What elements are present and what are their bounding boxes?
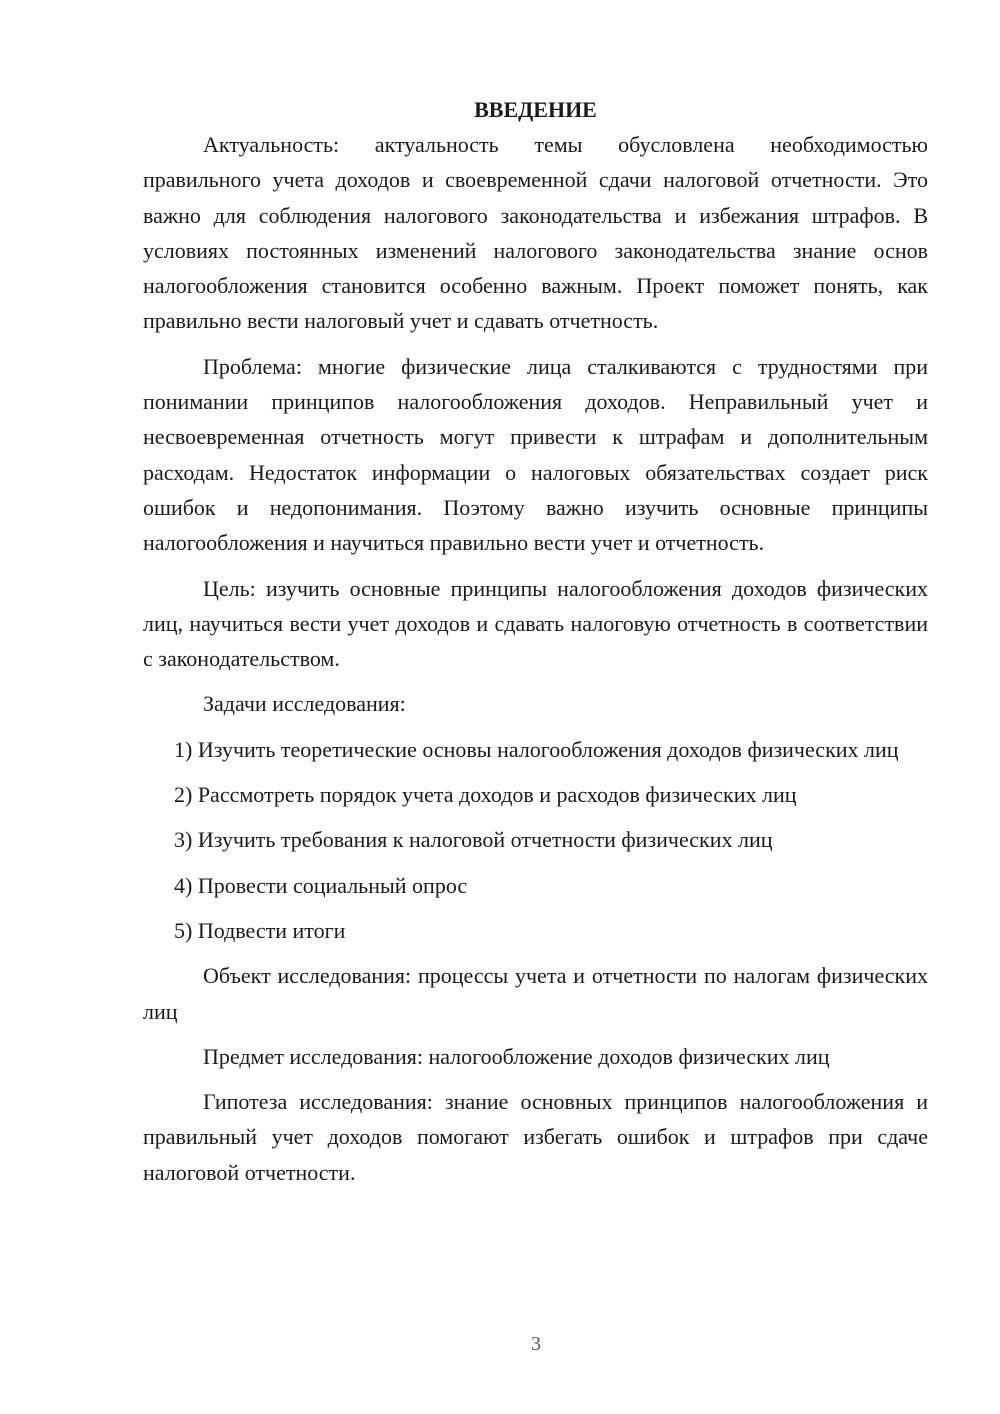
task-item-1: 1) Изучить теоретические основы налогообложения доходов физических лиц <box>174 736 899 762</box>
task-item-5: 5) Подвести итоги <box>174 917 346 943</box>
document-page <box>143 92 928 1200</box>
paragraph-goal: Цель: изучить основные принципы налогообложения доходов физических лиц, научиться вести учет доходов и сдавать налоговую отчетность в соответствии с законодательством. <box>143 575 928 672</box>
paragraph-problem: Проблема: многие физические лица сталкиваются с трудностями при понимании принципов налогообложения доходов. Неправильный учет и несвоевременная отчетность могут привести к штрафам и дополнительным расходам. Недостаток информации о налоговых обязательствах создает риск ошибок и недопонимания. Поэтому важно изучить основные принципы налогообложения и научиться правильно вести учет и отчетность. <box>143 353 928 556</box>
task-item-3: 3) Изучить требования к налоговой отчетности физических лиц <box>174 827 773 853</box>
tasks-heading: Задачи исследования: <box>203 691 406 717</box>
paragraph-subject: Предмет исследования: налогообложение доходов физических лиц <box>203 1043 830 1069</box>
paragraph-object: Объект исследования: процессы учета и отчетности по налогам физических лиц <box>143 963 928 1024</box>
page-number: 3 <box>531 1333 541 1355</box>
paragraph-relevance: Актуальность: актуальность темы обусловлена необходимостью правильного учета доходов и своевременной сдачи налоговой отчетности. Это важно для соблюдения налогового законодательства и избежания штрафов. В условиях постоянных изменений налогового законодательства знание основ налогообложения становится особенно важным. Проект поможет понять, как правильно вести налоговый учет и сдавать отчетность. <box>143 132 928 334</box>
task-item-2: 2) Рассмотреть порядок учета доходов и расходов физических лиц <box>174 782 797 808</box>
page-title: ВВЕДЕНИЕ <box>474 97 597 122</box>
paragraph-hypothesis: Гипотеза исследования: знание основных принципов налогообложения и правильный учет доходов помогают избегать ошибок и штрафов при сдаче налоговой отчетности. <box>143 1089 928 1185</box>
task-item-4: 4) Провести социальный опрос <box>174 872 468 898</box>
